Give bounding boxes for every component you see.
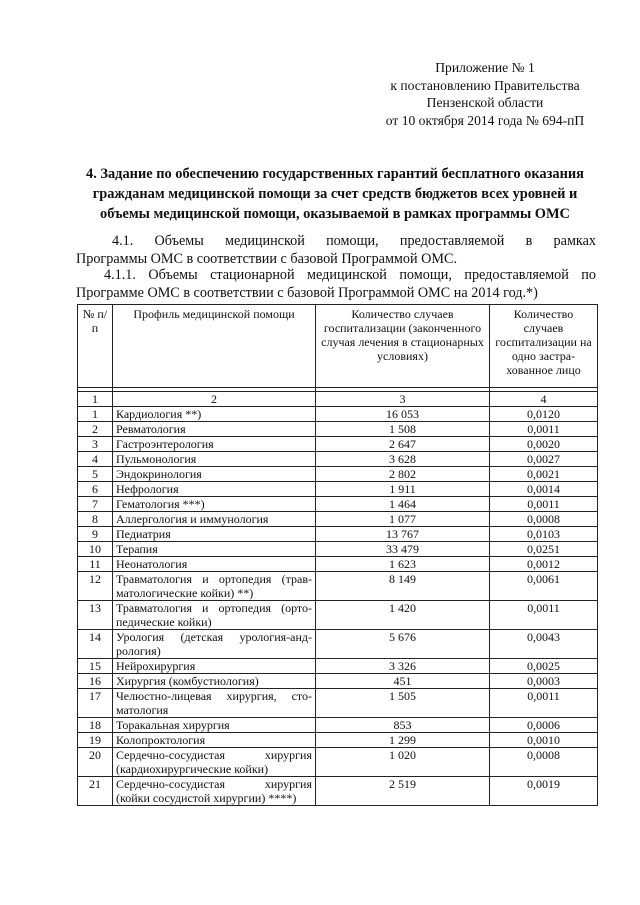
row-cases: 1 623 bbox=[316, 557, 490, 572]
row-cases: 1 077 bbox=[316, 512, 490, 527]
row-number: 1 bbox=[78, 407, 113, 422]
row-number: 7 bbox=[78, 497, 113, 512]
row-profile: Неонатология bbox=[113, 557, 316, 572]
row-per-person: 0,0008 bbox=[490, 748, 598, 777]
row-per-person: 0,0010 bbox=[490, 733, 598, 748]
row-cases: 2 519 bbox=[316, 777, 490, 806]
row-per-person: 0,0027 bbox=[490, 452, 598, 467]
row-profile: Колопроктология bbox=[113, 733, 316, 748]
table-row bbox=[78, 542, 598, 557]
table-row bbox=[78, 748, 598, 777]
title-line-1: 4. Задание по обеспечению государственных гарантий бесплатного оказания bbox=[86, 166, 584, 182]
row-cases: 5 676 bbox=[316, 630, 490, 659]
table-row bbox=[78, 718, 598, 733]
header-per-person: Количество случаев госпитализации на одно застра-хованное лицо bbox=[490, 305, 598, 388]
section-title bbox=[70, 164, 600, 224]
row-profile: Пульмонология bbox=[113, 452, 316, 467]
table-row bbox=[78, 497, 598, 512]
row-number: 21 bbox=[78, 777, 113, 806]
table-row bbox=[78, 777, 598, 806]
row-number: 20 bbox=[78, 748, 113, 777]
table-row bbox=[78, 689, 598, 718]
row-per-person: 0,0011 bbox=[490, 422, 598, 437]
row-number: 3 bbox=[78, 437, 113, 452]
row-profile: Нейрохирургия bbox=[113, 659, 316, 674]
row-cases: 1 911 bbox=[316, 482, 490, 497]
row-per-person: 0,0012 bbox=[490, 557, 598, 572]
row-per-person: 0,0014 bbox=[490, 482, 598, 497]
row-cases: 1 420 bbox=[316, 601, 490, 630]
col-index-4: 4 bbox=[490, 392, 598, 407]
row-profile: Хирургия (комбустиология) bbox=[113, 674, 316, 689]
table-row bbox=[78, 452, 598, 467]
column-index-row bbox=[78, 392, 598, 407]
table-row bbox=[78, 527, 598, 542]
row-number: 19 bbox=[78, 733, 113, 748]
row-per-person: 0,0008 bbox=[490, 512, 598, 527]
row-cases: 3 628 bbox=[316, 452, 490, 467]
appendix-header bbox=[360, 59, 610, 129]
row-number: 5 bbox=[78, 467, 113, 482]
table-row bbox=[78, 674, 598, 689]
table-row bbox=[78, 557, 598, 572]
row-profile: Челюстно-лицевая хирургия, сто-матология bbox=[113, 689, 316, 718]
table-row bbox=[78, 467, 598, 482]
section-4-1-line-2: Программы ОМС в соответствии с базовой Программой ОМС. bbox=[76, 250, 458, 267]
row-profile: Гематология ***) bbox=[113, 497, 316, 512]
row-profile: Урология (детская урология-анд-рология) bbox=[113, 630, 316, 659]
row-cases: 853 bbox=[316, 718, 490, 733]
appendix-number: Приложение № 1 bbox=[435, 60, 535, 75]
header-cases: Количество случаев госпитализации (законченного случая лечения в стационарных условиях) bbox=[316, 305, 490, 388]
row-number: 12 bbox=[78, 572, 113, 601]
col-index-2: 2 bbox=[113, 392, 316, 407]
row-number: 6 bbox=[78, 482, 113, 497]
row-profile: Аллергология и иммунология bbox=[113, 512, 316, 527]
table-row bbox=[78, 572, 598, 601]
row-per-person: 0,0043 bbox=[490, 630, 598, 659]
row-cases: 16 053 bbox=[316, 407, 490, 422]
row-cases: 33 479 bbox=[316, 542, 490, 557]
row-profile: Сердечно-сосудистая хирургия (койки сосудистой хирургии) ****) bbox=[113, 777, 316, 806]
row-profile: Торакальная хирургия bbox=[113, 718, 316, 733]
row-number: 8 bbox=[78, 512, 113, 527]
row-per-person: 0,0251 bbox=[490, 542, 598, 557]
row-profile: Терапия bbox=[113, 542, 316, 557]
row-cases: 1 299 bbox=[316, 733, 490, 748]
table-row bbox=[78, 437, 598, 452]
row-number: 11 bbox=[78, 557, 113, 572]
row-per-person: 0,0103 bbox=[490, 527, 598, 542]
row-cases: 451 bbox=[316, 674, 490, 689]
row-cases: 1 505 bbox=[316, 689, 490, 718]
row-cases: 2 802 bbox=[316, 467, 490, 482]
title-line-3: объемы медицинской помощи, оказываемой в рамках программы ОМС bbox=[100, 206, 570, 222]
row-per-person: 0,0011 bbox=[490, 497, 598, 512]
row-profile: Травматология и ортопедия (трав-матологические койки) **) bbox=[113, 572, 316, 601]
section-4-1-1: 4.1.1. Объемы стационарной медицинской помощи, предоставляемой по Программе ОМС в соответствии с базовой Программой ОМС на 2014 год.*) bbox=[76, 267, 596, 301]
row-per-person: 0,0061 bbox=[490, 572, 598, 601]
col-index-1: 1 bbox=[78, 392, 113, 407]
header-profile: Профиль медицинской помощи bbox=[113, 305, 316, 388]
row-per-person: 0,0021 bbox=[490, 467, 598, 482]
row-cases: 3 326 bbox=[316, 659, 490, 674]
table-row bbox=[78, 630, 598, 659]
row-profile: Нефрология bbox=[113, 482, 316, 497]
row-profile: Сердечно-сосудистая хирургия (кардиохирургические койки) bbox=[113, 748, 316, 777]
row-profile: Травматология и ортопедия (орто-педические койки) bbox=[113, 601, 316, 630]
row-number: 15 bbox=[78, 659, 113, 674]
row-per-person: 0,0003 bbox=[490, 674, 598, 689]
row-cases: 1 508 bbox=[316, 422, 490, 437]
row-number: 13 bbox=[78, 601, 113, 630]
row-profile: Гастроэнтерология bbox=[113, 437, 316, 452]
row-per-person: 0,0011 bbox=[490, 689, 598, 718]
volumes-table bbox=[77, 304, 598, 806]
appendix-region: Пензенской области bbox=[426, 95, 544, 110]
row-per-person: 0,0006 bbox=[490, 718, 598, 733]
table-row bbox=[78, 482, 598, 497]
header-num: № п/п bbox=[78, 305, 113, 388]
row-profile: Эндокринология bbox=[113, 467, 316, 482]
appendix-ref: к постановлению Правительства bbox=[390, 77, 580, 93]
row-number: 2 bbox=[78, 422, 113, 437]
row-cases: 1 464 bbox=[316, 497, 490, 512]
row-number: 4 bbox=[78, 452, 113, 467]
table-row bbox=[78, 407, 598, 422]
row-cases: 8 149 bbox=[316, 572, 490, 601]
row-per-person: 0,0120 bbox=[490, 407, 598, 422]
appendix-date: от 10 октября 2014 года № 694-пП bbox=[385, 112, 585, 128]
row-per-person: 0,0020 bbox=[490, 437, 598, 452]
col-index-3: 3 bbox=[316, 392, 490, 407]
row-number: 14 bbox=[78, 630, 113, 659]
row-cases: 1 020 bbox=[316, 748, 490, 777]
row-number: 18 bbox=[78, 718, 113, 733]
table-row bbox=[78, 659, 598, 674]
title-line-2: гражданам медицинской помощи за счет средств бюджетов всех уровней и bbox=[92, 186, 578, 202]
row-per-person: 0,0011 bbox=[490, 601, 598, 630]
table-row bbox=[78, 601, 598, 630]
table-row bbox=[78, 733, 598, 748]
row-profile: Ревматология bbox=[113, 422, 316, 437]
row-per-person: 0,0019 bbox=[490, 777, 598, 806]
section-4-1 bbox=[76, 233, 596, 268]
row-number: 9 bbox=[78, 527, 113, 542]
row-number: 17 bbox=[78, 689, 113, 718]
row-number: 16 bbox=[78, 674, 113, 689]
table-header-row bbox=[78, 305, 598, 388]
section-4-1-line-1: 4.1. Объемы медицинской помощи, предоставляемой в рамках bbox=[112, 233, 596, 249]
table-row bbox=[78, 512, 598, 527]
table-row bbox=[78, 422, 598, 437]
row-cases: 2 647 bbox=[316, 437, 490, 452]
row-per-person: 0,0025 bbox=[490, 659, 598, 674]
row-profile: Кардиология **) bbox=[113, 407, 316, 422]
row-number: 10 bbox=[78, 542, 113, 557]
row-profile: Педиатрия bbox=[113, 527, 316, 542]
row-cases: 13 767 bbox=[316, 527, 490, 542]
